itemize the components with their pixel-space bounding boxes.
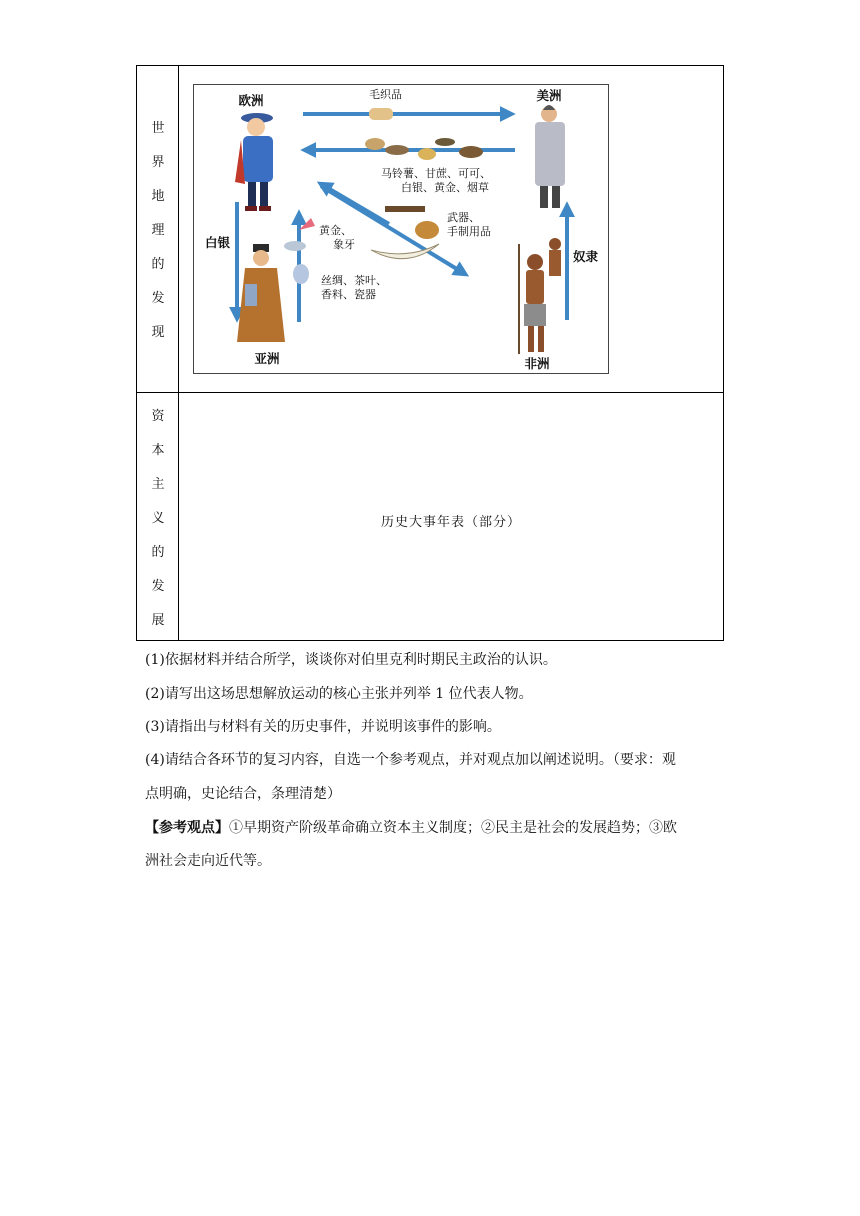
label-char: 世 [151,121,165,136]
label-crops-line1: 马铃薯、甘蔗、可可、 [381,167,491,180]
label-silver: 白银 [205,235,231,250]
label-char: 发 [151,579,165,594]
table-row-capitalism-development [137,393,723,641]
label-weapons-line1: 武器、 [447,211,480,224]
reference-viewpoints [145,818,677,838]
row-label-capitalism-development [137,393,179,641]
question-3: (3)请指出与材料有关的历史事件，并说明该事件的影响。 [145,719,501,735]
reference-line2: 洲社会走向近代等。 [145,853,271,869]
table-row-world-geography [137,66,723,393]
label-america: 美洲 [536,88,562,103]
label-char: 展 [151,613,165,628]
timeline-title: 历史大事年表（部分） [380,515,521,530]
label-char: 理 [151,223,165,238]
label-char: 发 [151,291,165,306]
reference-line1: ①早期资产阶级革命确立资本主义制度；②民主是社会的发展趋势；③欧 [229,820,677,836]
label-char: 现 [151,325,165,340]
label-char: 的 [151,545,165,560]
question-4-continued: 点明确，史论结合，条理清楚） [145,786,341,802]
label-gold-line1: 黄金、 [319,224,352,237]
question-4: (4)请结合各环节的复习内容，自选一个参考观点，并对观点加以阐述说明。（要求：观 [145,752,676,768]
silver-icon [284,241,306,251]
row-label-world-geography [137,66,179,392]
reference-label: 【参考观点】 [145,820,229,836]
label-gold-line2: 象牙 [333,238,355,251]
label-char: 义 [151,511,165,526]
wool-goods-icon [369,108,393,120]
label-char: 界 [151,155,165,170]
label-char: 本 [151,443,165,458]
label-wool: 毛织品 [369,88,402,101]
porcelain-icon [293,264,309,284]
label-crops-line2: 白银、黄金、烟草 [401,181,489,194]
label-slaves: 奴隶 [573,249,599,264]
label-char: 地 [151,189,165,204]
label-char: 的 [151,257,165,272]
teapot-icon [415,221,439,239]
question-1: (1)依据材料并结合所学，谈谈你对伯里克利时期民主政治的认识。 [145,652,557,668]
label-char: 资 [151,409,165,424]
label-char: 主 [151,477,165,492]
triangular-trade-map [193,84,609,374]
label-asia: 亚洲 [254,351,280,366]
question-2: (2)请写出这场思想解放运动的核心主张并列举 1 位代表人物。 [145,686,533,702]
content-table [136,65,724,641]
label-weapons-line2: 手制用品 [447,225,491,238]
label-silk-line2: 香料、瓷器 [321,288,376,301]
label-europe: 欧洲 [238,93,264,108]
label-africa: 非洲 [524,356,550,371]
weapon-icon [385,206,425,212]
label-silk-line1: 丝绸、茶叶、 [321,274,387,287]
